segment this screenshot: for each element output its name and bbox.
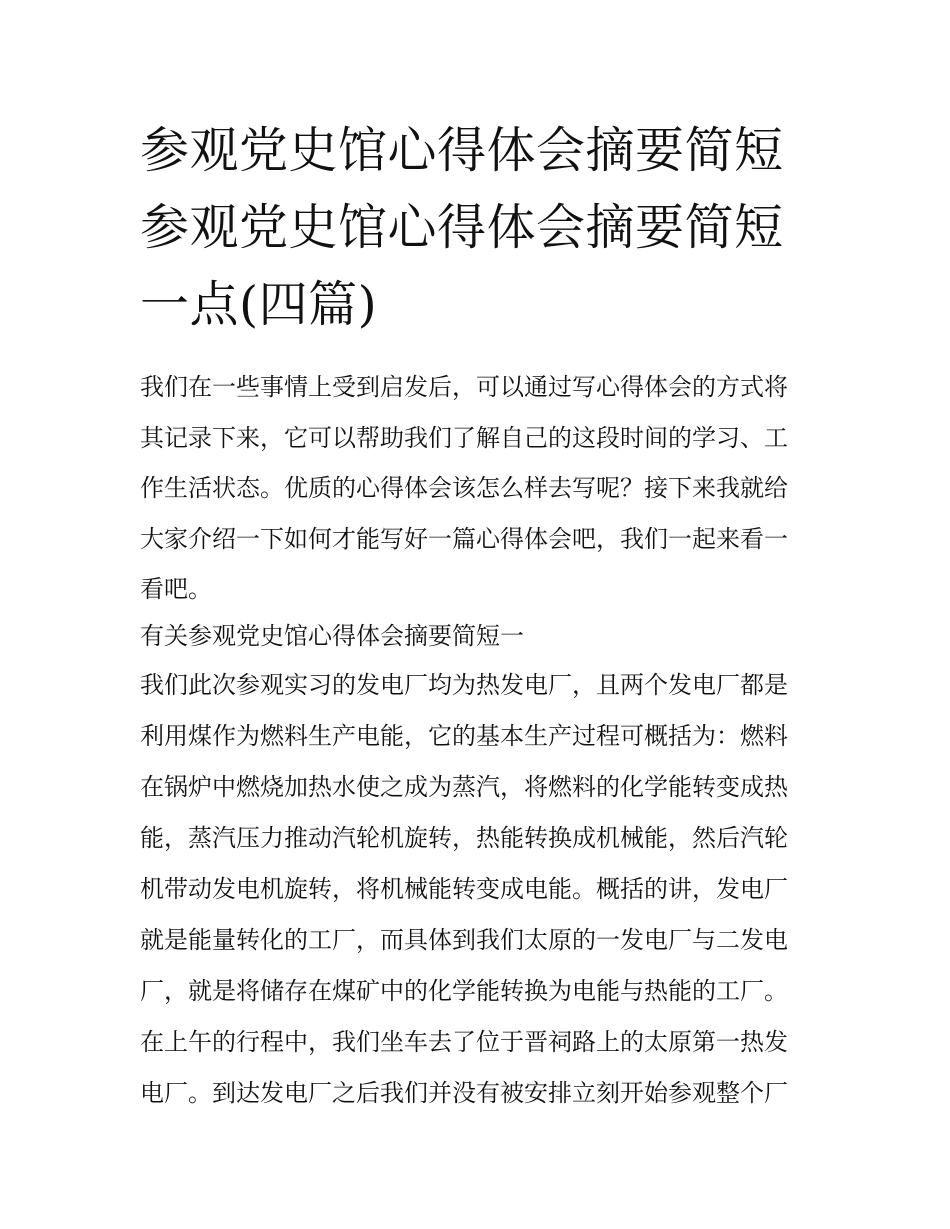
text-line: 作生活状态。优质的心得体会该怎么样去写呢？接下来我就给: [140, 474, 788, 502]
text-line: 在上午的行程中，我们坐车去了位于晋祠路上的太原第一热发: [140, 1028, 788, 1056]
text-line: 机带动发电机旋转，将机械能转变成电能。概括的讲，发电厂: [140, 875, 788, 903]
text-line: 其记录下来，它可以帮助我们了解自己的这段时间的学习、工: [140, 423, 788, 452]
text-line: 看吧。: [140, 575, 212, 603]
title-line: 参观党史馆心得体会摘要简短: [140, 199, 784, 256]
text-line: 能，蒸汽压力推动汽轮机旋转，热能转换成机械能，然后汽轮: [140, 824, 788, 852]
section-paragraph: [140, 660, 820, 1119]
text-line: 在锅炉中燃烧加热水使之成为蒸汽，将燃料的化学能转变成热: [140, 773, 788, 801]
title-line: 参观党史馆心得体会摘要简短: [140, 122, 784, 179]
text-line: 大家介绍一下如何才能写好一篇心得体会吧，我们一起来看一: [140, 524, 788, 553]
section-heading: 有关参观党史馆心得体会摘要简短一: [140, 622, 524, 650]
document-title: [140, 112, 820, 343]
text-line: 我们在一些事情上受到启发后，可以通过写心得体会的方式将: [140, 373, 788, 401]
text-line: 电厂。到达发电厂之后我们并没有被安排立刻开始参观整个厂: [140, 1079, 788, 1107]
text-line: 利用煤作为燃料生产电能，它的基本生产过程可概括为：燃料: [140, 722, 788, 750]
intro-paragraph: [140, 362, 820, 615]
text-line: 厂，就是将储存在煤矿中的化学能转换为电能与热能的工厂。: [140, 977, 788, 1005]
text-line: 我们此次参观实习的发电厂均为热发电厂，且两个发电厂都是: [140, 671, 788, 699]
title-line: 一点(四篇): [140, 276, 378, 333]
text-line: 就是能量转化的工厂，而具体到我们太原的一发电厂与二发电: [140, 926, 788, 954]
